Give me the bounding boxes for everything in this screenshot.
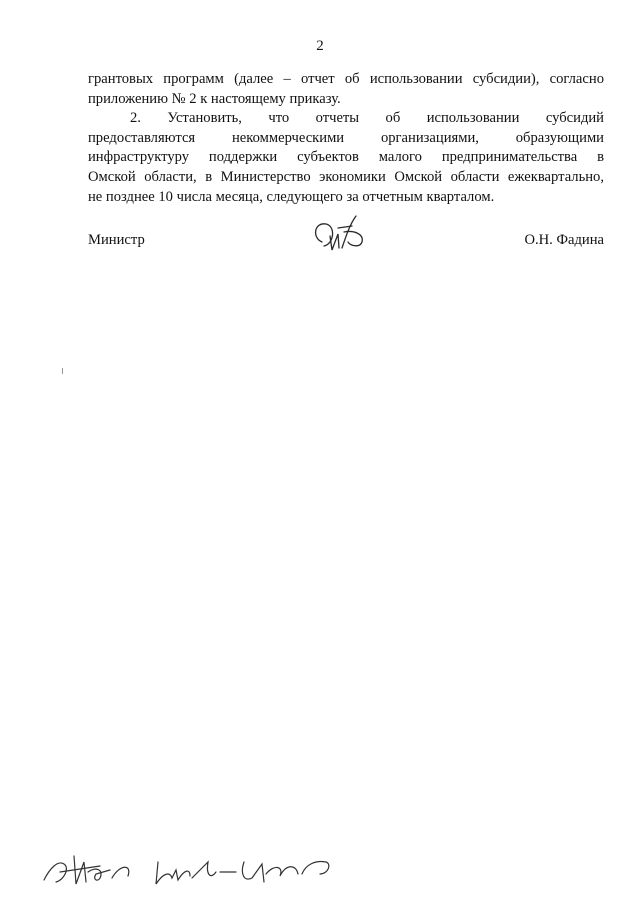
signatory-name: О.Н. Фадина: [524, 232, 604, 248]
handwritten-signature: [308, 212, 374, 262]
scan-artifact: [62, 368, 63, 374]
text-line: предоставляются некоммерческими организациями, образующими: [88, 129, 604, 146]
document-body: [88, 70, 604, 207]
page-number: 2: [316, 38, 324, 54]
text-line: инфраструктуру поддержки субъектов малого предпринимательства в: [88, 149, 604, 166]
text-line: 2. Установить, что отчеты об использовании субсидий: [130, 110, 604, 127]
text-line: приложению № 2 к настоящему приказу.: [88, 90, 341, 107]
text-line: грантовых программ (далее – отчет об использовании субсидии), согласно: [88, 71, 604, 87]
signatory-title: Министр: [88, 232, 145, 248]
text-line: Омской области, в Министерство экономики Омской области ежеквартально,: [88, 168, 604, 185]
text-line: не позднее 10 числа месяца, следующего за отчетным кварталом.: [88, 188, 495, 205]
approval-initials: [40, 850, 340, 890]
